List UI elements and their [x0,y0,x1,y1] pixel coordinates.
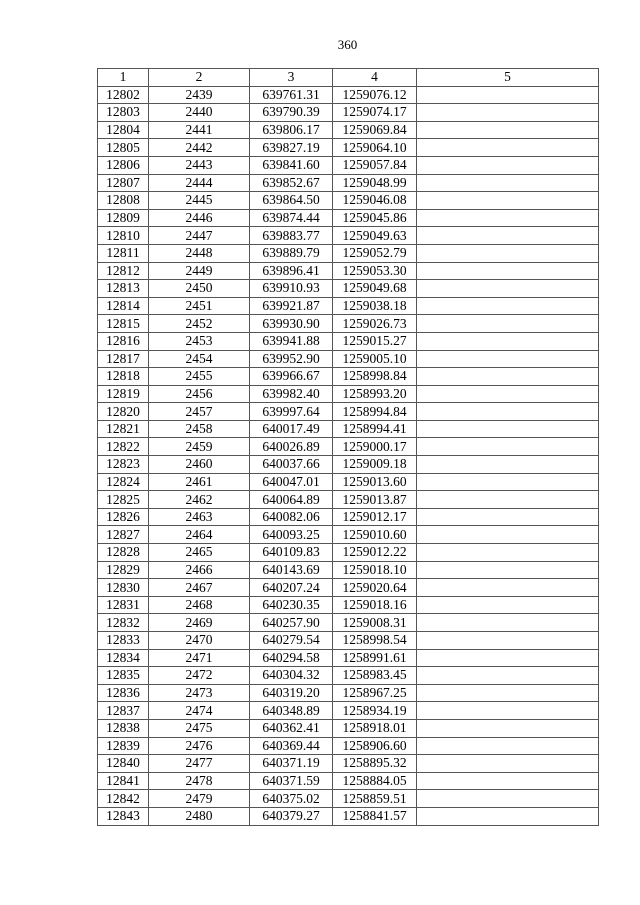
table-row [98,790,599,808]
note-cell [417,280,599,298]
note-cell [417,790,599,808]
point-number-cell: 2443 [149,156,250,174]
point-number-cell: 2441 [149,121,250,139]
y-coordinate-cell: 1258998.54 [333,632,417,650]
point-number-cell: 2467 [149,579,250,597]
point-number-cell: 2479 [149,790,250,808]
row-number-cell: 12832 [98,614,149,632]
note-cell [417,456,599,474]
y-coordinate-cell: 1258991.61 [333,649,417,667]
point-number-cell: 2463 [149,508,250,526]
y-coordinate-cell: 1259057.84 [333,156,417,174]
row-number-cell: 12812 [98,262,149,280]
table-row [98,385,599,403]
row-number-cell: 12829 [98,561,149,579]
row-number-cell: 12830 [98,579,149,597]
note-cell [417,702,599,720]
table-row [98,755,599,773]
x-coordinate-cell: 640230.35 [250,596,333,614]
x-coordinate-cell: 639883.77 [250,227,333,245]
row-number-cell: 12842 [98,790,149,808]
point-number-cell: 2445 [149,192,250,210]
table-row [98,719,599,737]
point-number-cell: 2454 [149,350,250,368]
row-number-cell: 12827 [98,526,149,544]
note-cell [417,667,599,685]
note-cell [417,403,599,421]
x-coordinate-cell: 640082.06 [250,508,333,526]
point-number-cell: 2450 [149,280,250,298]
note-cell [417,491,599,509]
note-cell [417,737,599,755]
point-number-cell: 2477 [149,755,250,773]
point-number-cell: 2478 [149,772,250,790]
table-row [98,315,599,333]
note-cell [417,684,599,702]
point-number-cell: 2440 [149,104,250,122]
note-cell [417,420,599,438]
y-coordinate-cell: 1258934.19 [333,702,417,720]
point-number-cell: 2451 [149,297,250,315]
note-cell [417,332,599,350]
x-coordinate-cell: 640348.89 [250,702,333,720]
x-coordinate-cell: 639874.44 [250,209,333,227]
row-number-cell: 12826 [98,508,149,526]
y-coordinate-cell: 1258884.05 [333,772,417,790]
header-col-3: 3 [250,69,333,87]
row-number-cell: 12804 [98,121,149,139]
note-cell [417,244,599,262]
x-coordinate-cell: 640279.54 [250,632,333,650]
y-coordinate-cell: 1258998.84 [333,368,417,386]
x-coordinate-cell: 640369.44 [250,737,333,755]
note-cell [417,579,599,597]
row-number-cell: 12828 [98,544,149,562]
y-coordinate-cell: 1259052.79 [333,244,417,262]
table-row [98,121,599,139]
table-body [98,86,599,825]
y-coordinate-cell: 1258841.57 [333,807,417,825]
point-number-cell: 2462 [149,491,250,509]
note-cell [417,104,599,122]
table-row [98,350,599,368]
x-coordinate-cell: 640017.49 [250,420,333,438]
x-coordinate-cell: 640319.20 [250,684,333,702]
x-coordinate-cell: 639921.87 [250,297,333,315]
row-number-cell: 12815 [98,315,149,333]
header-col-1: 1 [98,69,149,87]
point-number-cell: 2469 [149,614,250,632]
row-number-cell: 12841 [98,772,149,790]
table-row [98,667,599,685]
table-row [98,579,599,597]
header-col-2: 2 [149,69,250,87]
note-cell [417,719,599,737]
point-number-cell: 2460 [149,456,250,474]
y-coordinate-cell: 1259018.16 [333,596,417,614]
row-number-cell: 12808 [98,192,149,210]
header-col-4: 4 [333,69,417,87]
row-number-cell: 12809 [98,209,149,227]
y-coordinate-cell: 1258994.84 [333,403,417,421]
y-coordinate-cell: 1259010.60 [333,526,417,544]
table-row [98,456,599,474]
table-row [98,368,599,386]
note-cell [417,139,599,157]
point-number-cell: 2442 [149,139,250,157]
x-coordinate-cell: 639982.40 [250,385,333,403]
table-row [98,174,599,192]
point-number-cell: 2448 [149,244,250,262]
x-coordinate-cell: 639941.88 [250,332,333,350]
row-number-cell: 12833 [98,632,149,650]
table-row [98,209,599,227]
table-row [98,420,599,438]
x-coordinate-cell: 640375.02 [250,790,333,808]
table-row [98,156,599,174]
table-row [98,86,599,104]
y-coordinate-cell: 1258859.51 [333,790,417,808]
row-number-cell: 12840 [98,755,149,773]
point-number-cell: 2461 [149,473,250,491]
note-cell [417,632,599,650]
x-coordinate-cell: 640109.83 [250,544,333,562]
x-coordinate-cell: 640207.24 [250,579,333,597]
x-coordinate-cell: 639761.31 [250,86,333,104]
point-number-cell: 2452 [149,315,250,333]
note-cell [417,368,599,386]
point-number-cell: 2473 [149,684,250,702]
table-row [98,684,599,702]
point-number-cell: 2459 [149,438,250,456]
table-row [98,807,599,825]
y-coordinate-cell: 1259053.30 [333,262,417,280]
x-coordinate-cell: 640371.59 [250,772,333,790]
note-cell [417,262,599,280]
row-number-cell: 12816 [98,332,149,350]
x-coordinate-cell: 639790.39 [250,104,333,122]
table-row [98,508,599,526]
note-cell [417,755,599,773]
y-coordinate-cell: 1259074.17 [333,104,417,122]
x-coordinate-cell: 639806.17 [250,121,333,139]
x-coordinate-cell: 639930.90 [250,315,333,333]
x-coordinate-cell: 640257.90 [250,614,333,632]
x-coordinate-cell: 639910.93 [250,280,333,298]
page-number: 360 [337,37,358,52]
table-header [98,69,599,87]
note-cell [417,614,599,632]
row-number-cell: 12824 [98,473,149,491]
note-cell [417,438,599,456]
y-coordinate-cell: 1259015.27 [333,332,417,350]
point-number-cell: 2457 [149,403,250,421]
x-coordinate-cell: 640362.41 [250,719,333,737]
note-cell [417,156,599,174]
table-row [98,473,599,491]
y-coordinate-cell: 1259008.31 [333,614,417,632]
y-coordinate-cell: 1259020.64 [333,579,417,597]
note-cell [417,561,599,579]
table-row [98,403,599,421]
point-number-cell: 2444 [149,174,250,192]
x-coordinate-cell: 640304.32 [250,667,333,685]
table-row [98,544,599,562]
row-number-cell: 12806 [98,156,149,174]
row-number-cell: 12839 [98,737,149,755]
note-cell [417,315,599,333]
y-coordinate-cell: 1258895.32 [333,755,417,773]
table-row [98,491,599,509]
row-number-cell: 12834 [98,649,149,667]
table-row [98,262,599,280]
y-coordinate-cell: 1259048.99 [333,174,417,192]
point-number-cell: 2464 [149,526,250,544]
table-row [98,280,599,298]
point-number-cell: 2470 [149,632,250,650]
row-number-cell: 12837 [98,702,149,720]
y-coordinate-cell: 1259064.10 [333,139,417,157]
x-coordinate-cell: 640047.01 [250,473,333,491]
table-row [98,702,599,720]
x-coordinate-cell: 639827.19 [250,139,333,157]
note-cell [417,227,599,245]
x-coordinate-cell: 639841.60 [250,156,333,174]
coordinates-table [97,68,599,826]
y-coordinate-cell: 1258918.01 [333,719,417,737]
x-coordinate-cell: 640294.58 [250,649,333,667]
x-coordinate-cell: 639952.90 [250,350,333,368]
table-row [98,526,599,544]
row-number-cell: 12831 [98,596,149,614]
row-number-cell: 12819 [98,385,149,403]
note-cell [417,596,599,614]
row-number-cell: 12825 [98,491,149,509]
row-number-cell: 12843 [98,807,149,825]
row-number-cell: 12803 [98,104,149,122]
table-row [98,614,599,632]
y-coordinate-cell: 1259005.10 [333,350,417,368]
point-number-cell: 2458 [149,420,250,438]
table-row [98,737,599,755]
x-coordinate-cell: 640371.19 [250,755,333,773]
point-number-cell: 2471 [149,649,250,667]
x-coordinate-cell: 639896.41 [250,262,333,280]
row-number-cell: 12810 [98,227,149,245]
y-coordinate-cell: 1259018.10 [333,561,417,579]
y-coordinate-cell: 1259049.63 [333,227,417,245]
y-coordinate-cell: 1259013.87 [333,491,417,509]
x-coordinate-cell: 640143.69 [250,561,333,579]
table-row [98,596,599,614]
note-cell [417,473,599,491]
point-number-cell: 2475 [149,719,250,737]
table-row [98,227,599,245]
point-number-cell: 2474 [149,702,250,720]
y-coordinate-cell: 1259012.22 [333,544,417,562]
y-coordinate-cell: 1258967.25 [333,684,417,702]
y-coordinate-cell: 1258906.60 [333,737,417,755]
y-coordinate-cell: 1259049.68 [333,280,417,298]
point-number-cell: 2476 [149,737,250,755]
y-coordinate-cell: 1258994.41 [333,420,417,438]
x-coordinate-cell: 640379.27 [250,807,333,825]
note-cell [417,807,599,825]
point-number-cell: 2468 [149,596,250,614]
point-number-cell: 2439 [149,86,250,104]
row-number-cell: 12805 [98,139,149,157]
point-number-cell: 2453 [149,332,250,350]
table-row [98,192,599,210]
point-number-cell: 2449 [149,262,250,280]
note-cell [417,86,599,104]
row-number-cell: 12817 [98,350,149,368]
row-number-cell: 12818 [98,368,149,386]
row-number-cell: 12813 [98,280,149,298]
table-row [98,632,599,650]
row-number-cell: 12811 [98,244,149,262]
y-coordinate-cell: 1258983.45 [333,667,417,685]
table-row [98,561,599,579]
y-coordinate-cell: 1259013.60 [333,473,417,491]
x-coordinate-cell: 639852.67 [250,174,333,192]
x-coordinate-cell: 640037.66 [250,456,333,474]
point-number-cell: 2446 [149,209,250,227]
note-cell [417,209,599,227]
table-row [98,297,599,315]
x-coordinate-cell: 640093.25 [250,526,333,544]
point-number-cell: 2480 [149,807,250,825]
header-col-5: 5 [417,69,599,87]
note-cell [417,350,599,368]
table-row [98,104,599,122]
table-row [98,438,599,456]
row-number-cell: 12814 [98,297,149,315]
row-number-cell: 12820 [98,403,149,421]
point-number-cell: 2456 [149,385,250,403]
x-coordinate-cell: 640026.89 [250,438,333,456]
x-coordinate-cell: 639966.67 [250,368,333,386]
y-coordinate-cell: 1259046.08 [333,192,417,210]
x-coordinate-cell: 639997.64 [250,403,333,421]
table-row [98,772,599,790]
row-number-cell: 12838 [98,719,149,737]
note-cell [417,385,599,403]
note-cell [417,649,599,667]
row-number-cell: 12835 [98,667,149,685]
y-coordinate-cell: 1259026.73 [333,315,417,333]
row-number-cell: 12836 [98,684,149,702]
header-row [98,69,599,87]
y-coordinate-cell: 1259000.17 [333,438,417,456]
note-cell [417,192,599,210]
x-coordinate-cell: 639889.79 [250,244,333,262]
y-coordinate-cell: 1259009.18 [333,456,417,474]
point-number-cell: 2455 [149,368,250,386]
row-number-cell: 12807 [98,174,149,192]
table-row [98,332,599,350]
row-number-cell: 12823 [98,456,149,474]
point-number-cell: 2447 [149,227,250,245]
note-cell [417,508,599,526]
table-row [98,139,599,157]
y-coordinate-cell: 1259076.12 [333,86,417,104]
point-number-cell: 2466 [149,561,250,579]
note-cell [417,772,599,790]
x-coordinate-cell: 639864.50 [250,192,333,210]
table-row [98,649,599,667]
note-cell [417,174,599,192]
x-coordinate-cell: 640064.89 [250,491,333,509]
y-coordinate-cell: 1259012.17 [333,508,417,526]
y-coordinate-cell: 1258993.20 [333,385,417,403]
y-coordinate-cell: 1259069.84 [333,121,417,139]
point-number-cell: 2465 [149,544,250,562]
y-coordinate-cell: 1259045.86 [333,209,417,227]
note-cell [417,297,599,315]
note-cell [417,526,599,544]
point-number-cell: 2472 [149,667,250,685]
row-number-cell: 12802 [98,86,149,104]
note-cell [417,544,599,562]
table-row [98,244,599,262]
note-cell [417,121,599,139]
y-coordinate-cell: 1259038.18 [333,297,417,315]
row-number-cell: 12822 [98,438,149,456]
row-number-cell: 12821 [98,420,149,438]
